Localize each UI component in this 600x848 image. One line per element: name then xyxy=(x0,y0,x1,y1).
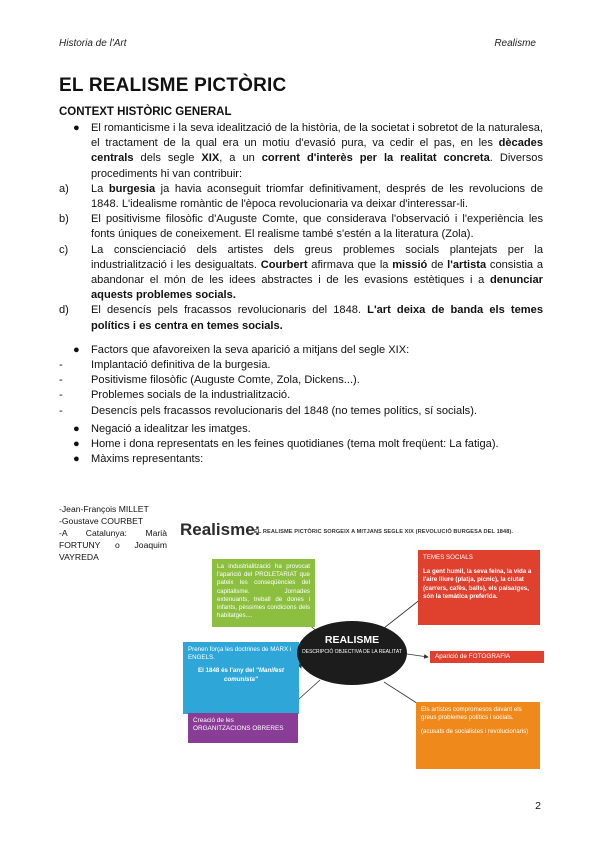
point-d: d) El desencís pels fracassos revolucionaris del 1848. L'art deixa de banda els temes polítics i es centra en temes socials. xyxy=(59,304,543,332)
main-text xyxy=(59,121,543,467)
center-realisme: REALISME DESCRIPCIÓ OBJECTIVA DE LA REALITAT xyxy=(297,621,407,685)
factor-item: - Problemes socials de la industrialització. xyxy=(59,389,291,402)
section-subtitle: CONTEXT HISTÒRIC GENERAL xyxy=(59,106,232,118)
representatives-list xyxy=(59,503,167,563)
representative-item: -A Catalunya: Marià FORTUNY o Joaquim VAYREDA xyxy=(59,528,167,562)
page-title: EL REALISME PICTÒRIC xyxy=(59,75,287,96)
box-marx-engels: Prenen força les doctrines de MARX i ENGELS. El 1848 és l'any del "Manifest comunista" xyxy=(183,642,299,714)
point-a: a) La burgesia ja havia aconseguit triomfar definitivament, després de les revolucions de 1848. L'idealisme romàntic de l'època revolucionaria va deixar d'interessar-li. xyxy=(59,182,543,211)
box-workers-organizations: Creació de les ORGANITZACIONS OBRERES xyxy=(188,713,298,743)
factor-item: - Desencís pels fracassos revolucionaris del 1848 (no temes polítics, sí socials). xyxy=(59,404,477,417)
representative-item: -Goustave COURBET xyxy=(59,516,144,526)
factor-item: - Positivisme filosòfic (Auguste Comte, Zola, Dickens...). xyxy=(59,374,360,387)
realisme-diagram xyxy=(178,520,552,774)
diagram-title: Realisme: xyxy=(180,520,261,539)
diagram-subtitle: EL REALISME PICTÒRIC SORGEIX A MITJANS SEGLE XIX (REVOLUCIÓ BURGESA DEL 1848). xyxy=(254,529,514,535)
page-number: 2 xyxy=(535,800,541,812)
box-proletariat: La industrialització ha provocat l'aparició del PROLETARIAT que pateix les conseqüències del capitalisme. Jornades extenuants, treball de dones i infants, pèssimes condicions dels habitatges.... xyxy=(212,559,315,627)
box-social-themes: TEMES SOCIALS La gent humil, la seva feina, la vida a l'aire lliure (platja, picnic), la ciutat (carrers, cafès, balls), els paisatges, són la temàtica preferida. xyxy=(418,550,540,625)
arrow-to-red2 xyxy=(407,654,428,657)
box-photography: Aparició de FOTOGRAFIA xyxy=(430,651,544,663)
box-committed-artists: Els artistes compromesos davant els greus problemes polítics i socials. (acusats de socialistes i revolucionaris) xyxy=(416,702,540,769)
bullet-item: ● Home i dona representats en les feines quotidianes (tema molt freqüent: La fatiga). xyxy=(73,438,499,451)
header-right: Realisme xyxy=(494,38,536,49)
factors-intro: ● Factors que afavoreixen la seva aparició a mitjans del segle XIX: xyxy=(73,343,410,356)
header-left: Historia de l'Art xyxy=(59,38,127,49)
factor-item: - Implantació definitiva de la burgesia. xyxy=(59,359,271,372)
bullet-item: ● Màxims representants: xyxy=(73,453,204,466)
point-c: c) La conscienciació dels artistes dels greus problemes socials plantejats per la industrialització i les desigualtats. Courbert afirmava que la missió de l'artista consistia a abandonar el món de les idees abstractes i de les evasions estètiques i a denunciar aquests problemes socials. xyxy=(59,243,543,302)
point-b: b) El positivisme filosòfic d'Auguste Comte, que considerava l'observació i l'experiència les fonts úniques de coneixement. El realisme també s'estén a la literatura (Zola). xyxy=(59,213,543,241)
representative-item: -Jean-François MILLET xyxy=(59,504,149,514)
bullet-marker: ● xyxy=(73,122,80,134)
intro-paragraph: ● El romanticisme i la seva idealització de la història, de la societat i sobretot de la naturalesa, el tractament de la qual era un motiu d'evasió pura, va cedir el pas, en les dècades centrals dels segle XIX, a un corrent d'interès per la realitat concreta. Diversos procediments hi van contribuir: xyxy=(73,122,543,180)
bullet-item: ● Negació a idealitzar les imatges. xyxy=(73,422,251,435)
